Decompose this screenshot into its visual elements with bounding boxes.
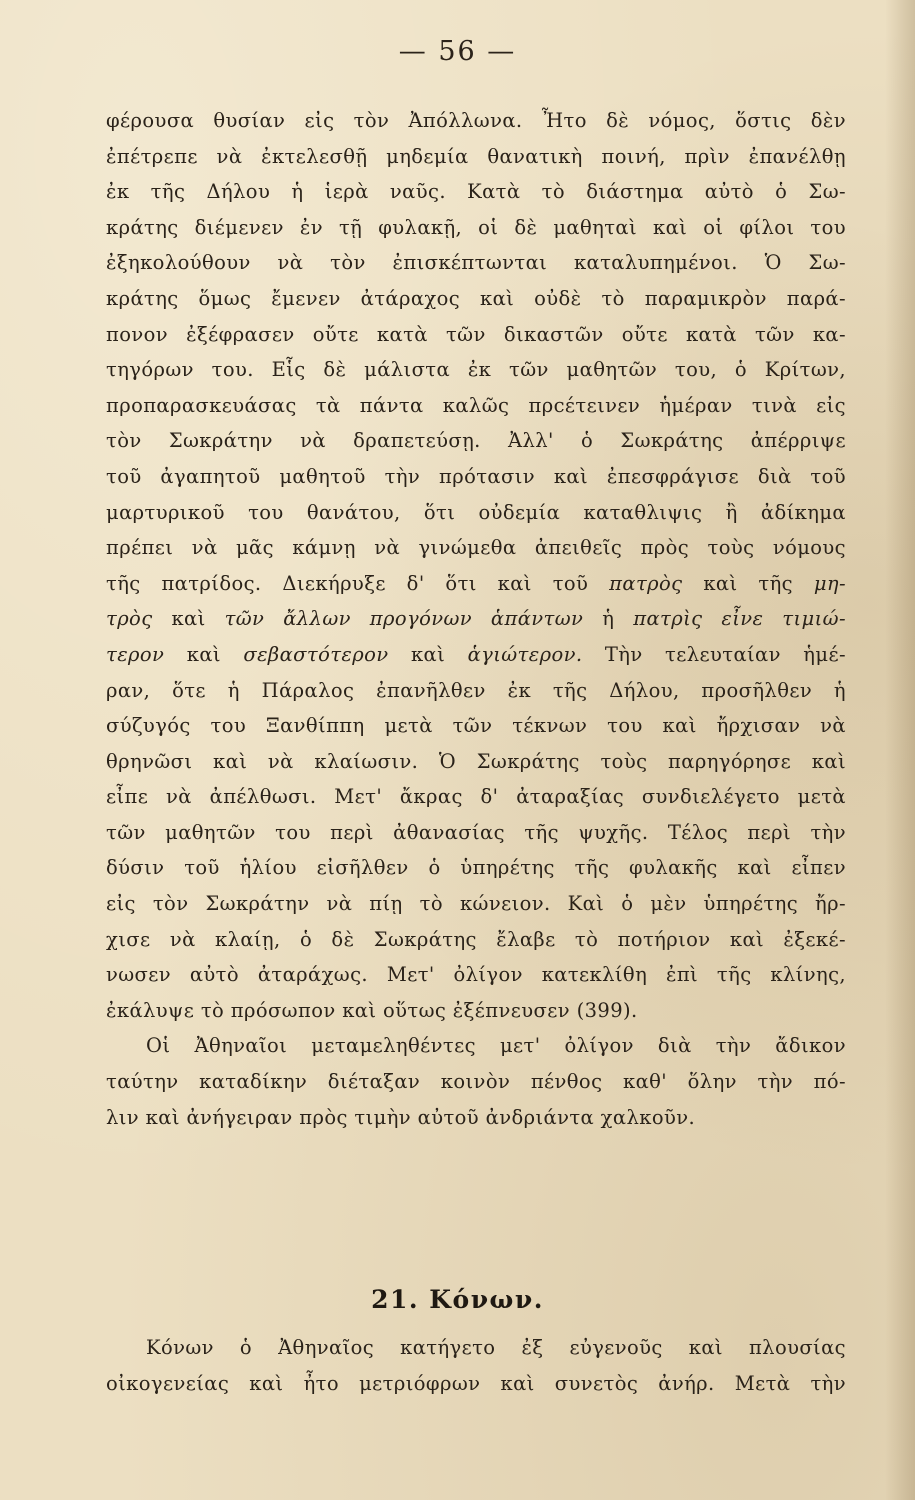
text-line: ἐξηκολούθουν νὰ τὸν ἐπισκέπτωνται καταλυπημένοι. Ὁ Σω- (106, 251, 846, 275)
section-heading: 21. Κόνων. (371, 1285, 544, 1314)
italic-text: τερον (106, 642, 165, 666)
text-line: ἐκ τῆς Δήλου ἡ ἱερὰ ναῦς. Κατὰ τὸ διάστημα αὐτὸ ὁ Σω- (106, 180, 846, 204)
text-line: πονον ἐξέφρασεν οὔτε κατὰ τῶν δικαστῶν οὔτε κατὰ τῶν κα- (106, 322, 846, 346)
text-run: καὶ (410, 642, 446, 666)
text-line: οἰκογενείας καὶ ἦτο μετριόφρων καὶ συνετὸς ἀνήρ. Μετὰ τὴν (106, 1371, 846, 1395)
text-run: καὶ τῆς (703, 571, 793, 595)
text-line: Κόνων ὁ Ἀθηναῖος κατήγετο ἐξ εὐγενοῦς καὶ πλουσίας (146, 1336, 846, 1359)
page-edge-shadow (885, 0, 915, 1500)
text-line: τοῦ ἀγαπητοῦ μαθητοῦ τὴν πρότασιν καὶ ἐπεσφράγισε διὰ τοῦ (106, 464, 846, 488)
text-line: ταύτην καταδίκην διέταξαν κοινὸν πένθος καθ' ὅλην τὴν πό- (106, 1070, 846, 1094)
text-line: ἐκάλυψε τὸ πρόσωπον καὶ οὕτως ἐξέπνευσεν (399). (106, 998, 638, 1022)
text-line: εἶπε νὰ ἀπέλθωσι. Μετ' ἄκρας δ' ἀταραξίας συνδιελέγετο μετὰ (106, 785, 846, 809)
paragraph (106, 1028, 846, 1135)
paragraph (106, 103, 846, 1028)
italic-text: μη- (813, 571, 846, 595)
text-line: Οἱ Ἀθηναῖοι μεταμεληθέντες μετ' ὀλίγον διὰ τὴν ἄδικον (146, 1034, 846, 1058)
italic-text: ἁγιώτερον. (467, 642, 583, 666)
text-line: θρηνῶσι καὶ νὰ κλαίωσιν. Ὁ Σωκράτης τοὺς παρηγόρησε καὶ (106, 749, 846, 773)
text-run: ἡ (602, 607, 615, 631)
text-line (106, 566, 846, 602)
text-line: τῶν μαθητῶν του περὶ ἀθανασίας τῆς ψυχῆς. Τέλος περὶ τὴν (106, 820, 846, 844)
text-line: τηγόρων του. Εἷς δὲ μάλιστα ἐκ τῶν μαθητῶν του, ὁ Κρίτων, (106, 358, 846, 382)
italic-text: πατρὶς εἶνε τιμιώ- (633, 607, 846, 631)
text-run: καὶ (171, 607, 206, 631)
text-line: πρέπει νὰ μᾶς κάμνῃ νὰ γινώμεθα ἀπειθεῖς πρὸς τοὺς νόμους (106, 536, 846, 560)
italic-text: πατρὸς (609, 571, 683, 595)
italic-text: τρὸς (106, 607, 153, 631)
text-line: κράτης διέμενεν ἐν τῇ φυλακῇ, οἱ δὲ μαθηταὶ καὶ οἱ φίλοι του (106, 215, 846, 239)
text-line (106, 601, 846, 637)
text-run: τῆς πατρίδος. Διεκήρυξε δ' ὅτι καὶ τοῦ (106, 571, 589, 595)
italic-text: σεβαστότερον (243, 642, 389, 666)
text-line: φέρουσα θυσίαν εἰς τὸν Ἀπόλλωνα. Ἦτο δὲ νόμος, ὅστις δὲν (106, 109, 846, 132)
text-line: ραν, ὅτε ἡ Πάραλος ἐπανῆλθεν ἐκ τῆς Δήλου, προσῆλθεν ἡ (106, 678, 846, 702)
text-line: χισε νὰ κλαίῃ, ὁ δὲ Σωκράτης ἔλαβε τὸ ποτήριον καὶ ἐξεκέ- (106, 927, 846, 951)
text-line: προπαρασκευάσας τὰ πάντα καλῶς πρcέτεινεν ἡμέραν τινὰ εἰς (106, 393, 846, 417)
text-line: σύζυγός του Ξανθίππη μετὰ τῶν τέκνων του καὶ ἤρχισαν νὰ (106, 714, 846, 738)
text-line: μαρτυρικοῦ του θανάτου, ὅτι οὐδεμία καταθλιψις ἢ ἀδίκημα (106, 500, 846, 524)
text-line: κράτης ὅμως ἔμενεν ἀτάραχος καὶ οὐδὲ τὸ παραμικρὸν παρά- (106, 286, 846, 310)
text-line: λιν καὶ ἀνήγειραν πρὸς τιμὴν αὐτοῦ ἀνδριάντα χαλκοῦν. (106, 1105, 696, 1129)
text-line: νωσεν αὐτὸ ἀταράχως. Μετ' ὀλίγον κατεκλίθη ἐπὶ τῆς κλίνης, (106, 963, 846, 987)
text-line: ἐπέτρεπε νὰ ἐκτελεσθῇ μηδεμία θανατικὴ ποινή, πρὶν ἐπανέλθῃ (106, 144, 846, 168)
text-line (106, 637, 846, 673)
page-number: — 56 — (398, 36, 517, 67)
body-text (106, 103, 846, 1135)
section-text (106, 1330, 846, 1401)
text-line: δύσιν τοῦ ἡλίου εἰσῆλθεν ὁ ὑπηρέτης τῆς φυλακῆς καὶ εἶπεν (106, 856, 846, 880)
text-line: εἰς τὸν Σωκράτην νὰ πίῃ τὸ κώνειον. Καὶ ὁ μὲν ὑπηρέτης ἤρ- (106, 892, 846, 916)
text-run: καὶ (186, 642, 221, 666)
italic-text: τῶν ἄλλων προγόνων ἁπάντων (224, 607, 584, 631)
text-line: τὸν Σωκράτην νὰ δραπετεύσῃ. Ἀλλ' ὁ Σωκράτης ἀπέρριψε (106, 429, 846, 453)
text-run: Τὴν τελευταίαν ἡμέ- (604, 642, 846, 666)
